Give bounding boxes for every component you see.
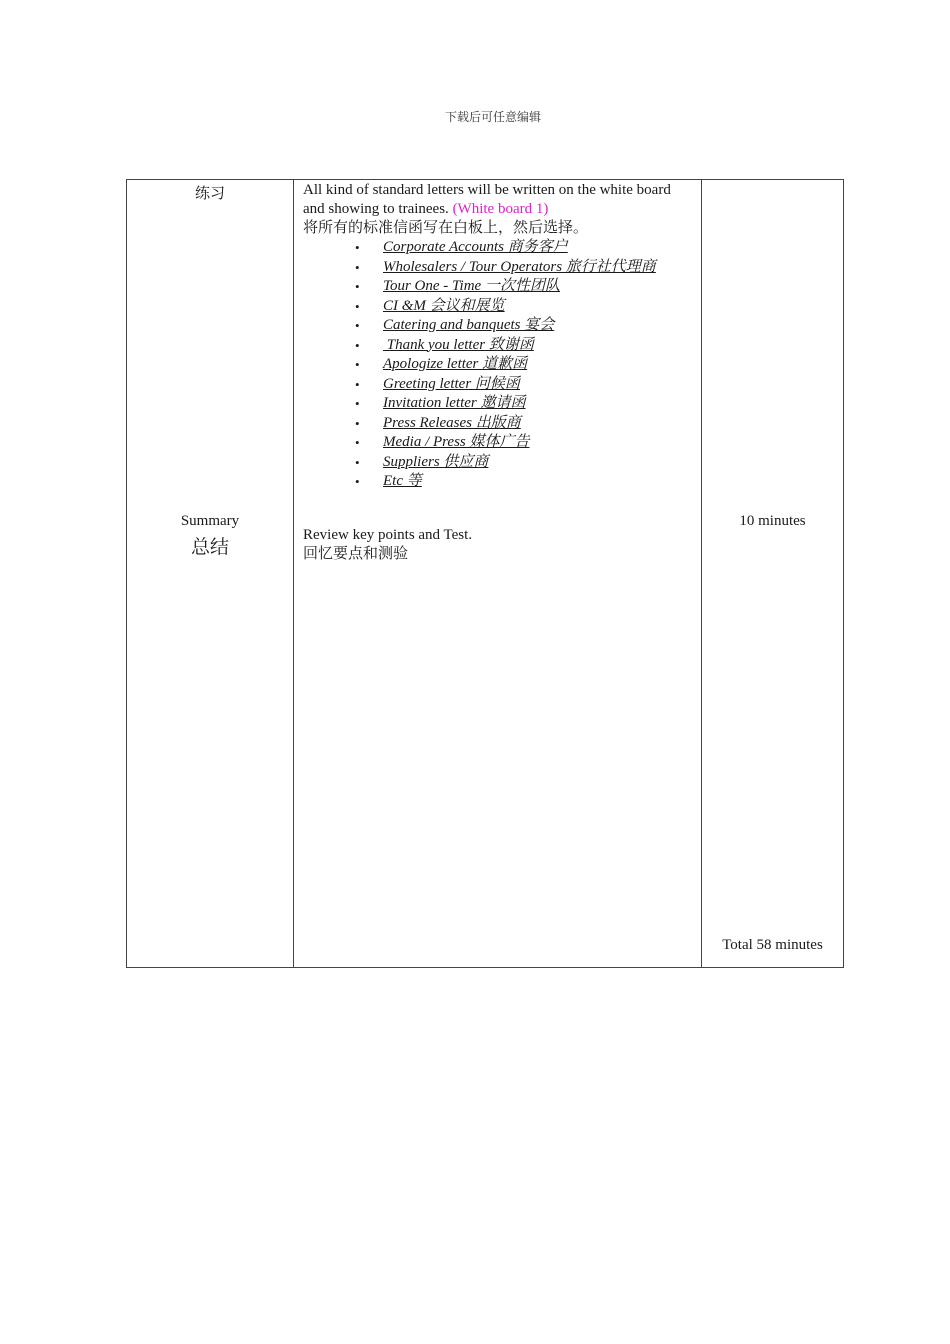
list-item: • Etc 等 [383,472,693,492]
practice-content [303,181,693,492]
activity-cell [127,180,294,968]
bullet-icon: • [355,396,360,411]
bullet-icon: • [355,259,360,275]
bullet-icon: • [355,474,360,489]
bullet-icon: • [355,298,360,314]
summary-label-zh: 总结 [190,537,229,558]
letter-type-list [303,238,693,492]
list-item: • CI &M 会议和展览 [383,297,693,317]
time-cell [702,180,844,968]
bullet-icon: • [355,318,360,333]
content-cell [294,180,702,968]
total-duration: Total 58 minutes [722,937,823,953]
bullet-icon: • [355,240,360,255]
practice-intro [303,181,693,219]
bullet-icon: • [355,357,360,372]
list-item: • Press Releases 出版商 [383,414,693,434]
summary-duration: 10 minutes [739,513,806,529]
list-item: • Thank you letter 致谢函 [383,336,693,356]
bullet-icon: • [355,376,360,392]
intro-text: All kind of standard letters will be written on the white board and showing to trainees. [303,182,671,217]
list-item: • Suppliers 供应商 [383,453,693,473]
list-item: • Corporate Accounts 商务客户 [383,238,693,258]
bullet-icon: • [355,454,360,470]
table-row [127,180,844,968]
whiteboard-reference: (White board 1) [452,201,549,217]
list-item: • Invitation letter 邀请函 [383,394,693,414]
bullet-icon: • [355,279,360,294]
page-header-note: 下载后可任意编辑 [444,110,541,124]
review-text-en: Review key points and Test. [303,527,473,543]
bullet-icon: • [355,435,360,450]
bullet-icon: • [355,337,360,353]
practice-intro-zh: 将所有的标准信函写在白板上，然后选择。 [303,220,589,236]
lesson-plan-table [126,179,844,968]
summary-content [303,526,693,564]
list-item: • Wholesalers / Tour Operators 旅行社代理商 [383,258,693,278]
review-text-zh: 回忆要点和测验 [303,546,409,562]
bullet-icon: • [355,415,360,431]
list-item: • Catering and banquets 宴会 [383,316,693,336]
list-item: • Apologize letter 道歉函 [383,355,693,375]
list-item: • Greeting letter 问候函 [383,375,693,395]
list-item: • Media / Press 媒体广告 [383,433,693,453]
summary-label-en: Summary [180,513,240,529]
list-item: • Tour One - Time 一次性团队 [383,277,693,297]
practice-label: 练习 [194,186,225,202]
